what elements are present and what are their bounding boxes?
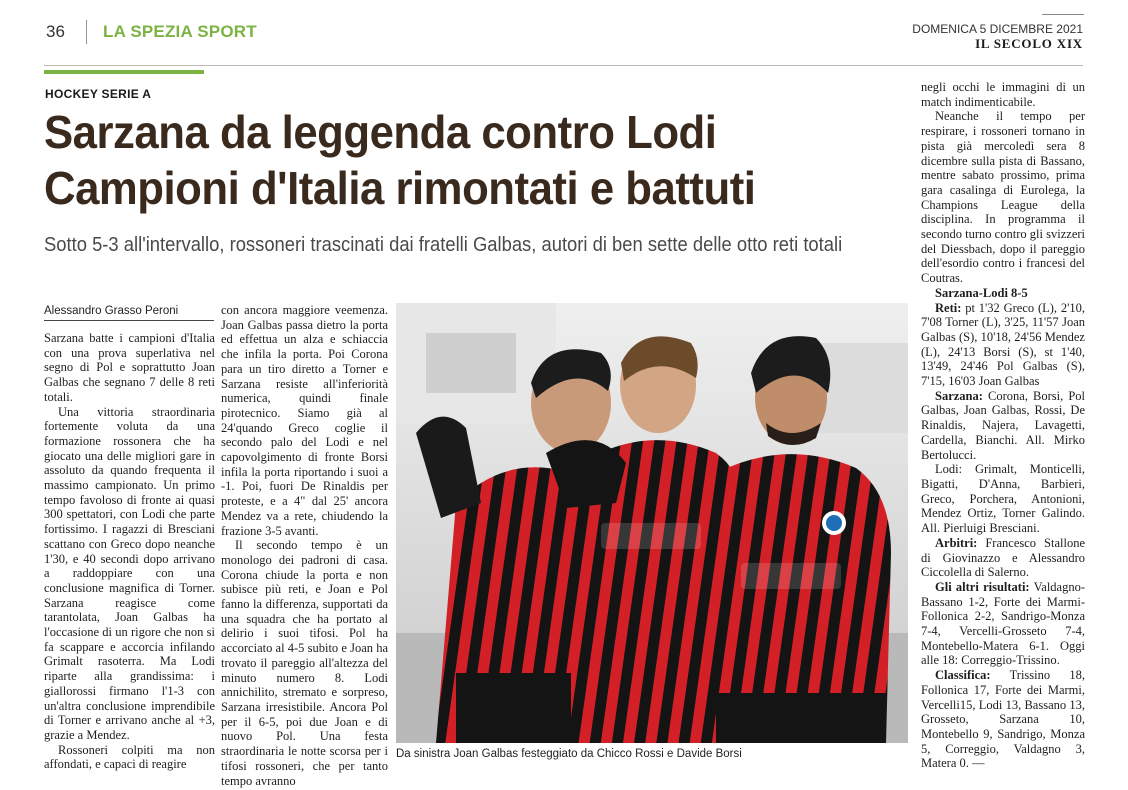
paragraph: negli occhi le immagini di un match indimenticabile. (921, 80, 1085, 109)
paragraph: Il secondo tempo è un monologo dei padroni di casa. Corona chiude la porta e non subisce più reti, e Joan e Pol fanno la differenza, supportati da una squadra che ha portato al delirio i suoi tifosi. Pol ha accorciato al 4-5 subito e Joan ha trovato il pareggio all'altezza del minuto numero 8. Lodi annichilito, stremato e sorpreso, Sarzana irresistibile. Ancora Pol per il 6-5, poi due Joan e di nuovo Pol. Una festa straordinaria le notte scorsa per i tifosi rossoneri, che per tanto tempo avranno (221, 538, 388, 788)
headline (44, 104, 871, 216)
header-rule-line (44, 65, 1083, 66)
article-column-3 (921, 80, 1085, 771)
article-column-2 (221, 303, 388, 788)
headline-line-2: Campioni d'Italia rimontati e battuti (44, 162, 756, 214)
paragraph: con ancora maggiore veemenza. Joan Galbas passa dietro la porta ed effettua un alza e schiaccia che infila la porta. Poi Corona para un tiro diretto a Torner e Sarzana resiste all'inferiorità numerica, quindi finale pirotecnico. Siamo già al 24'quando Greco coglie il secondo palo del Lodi e nel capovolgimento di fronte Borsi infila la porta riportando i suoi a -1. Poi, fuori De Rinaldis per proteste, e a 4" dal 25' ancora Mendez va a rete, chiudendo la frazione 3-5 avanti. (221, 303, 388, 538)
photo-caption: Da sinistra Joan Galbas festeggiato da Chicco Rossi e Davide Borsi (396, 748, 742, 760)
article-photo (396, 303, 908, 743)
lodi-label: Lodi: (935, 462, 963, 477)
issue-date: DOMENICA 5 DICEMBRE 2021 (912, 22, 1083, 36)
byline: Alessandro Grasso Peroni (44, 305, 179, 317)
goals-info: Reti: pt 1'32 Greco (L), 2'10, 7'08 Torner (L), 3'25, 11'57 Joan Galbas (S), 10'18, 24'56 Mendez (L), 24'13 Borsi (S), st 1'40, 13'49, 24'46 Pol Galbas (S), 7'15, 16'03 Joan Galbas (921, 300, 1085, 389)
paragraph: Sarzana batte i campioni d'Italia con una prova superlativa nel segno di Pol e soprattutto Joan Galbas che segnano 7 delle 8 reti totali. (44, 331, 215, 404)
paragraph: Una vittoria straordinaria fortemente voluta da una formazione rossonera che ha giocato una delle migliori gare in assoluto da quando frequenta il massimo campionato. Un primo tempo favoloso di fronte ai quasi 300 spettatori, con Lodi che parte fortissimo. I ragazzi di Bresciani scattano con Greco dopo neanche 1'30, e 40 secondi dopo arrivano a raddoppiare con una conclusione magnifica di Torner. Sarzana reagisce come tarantolata, Joan Galbas ha l'occasione di un rigore che non si fa scappare e accorcia infilando Grimalt rasoterra. Ma Lodi riparte alla grandissima: i giallorossi firmano l'1-3 con un'altra conclusione imprendibile di Torner e arrivano anche al +3, grazie a Mendez. (44, 404, 215, 742)
referees-info: Arbitri: Francesco Stallone di Giovinazzo e Alessandro Ciccolella di Salerno. (921, 535, 1085, 580)
sarzana-lineup: Sarzana: Corona, Borsi, Pol Galbas, Joan Galbas, Rossi, De Rinaldis, Najera, Lavagetti, Cardella, Bianchi. All. Mirko Bertolucci. (921, 388, 1086, 462)
players-celebration-image (396, 303, 908, 743)
standings: Classifica: Trissino 18, Follonica 17, Forte dei Marmi, Vercelli15, Lodi 13, Bassano 13, Grosseto, Sarzana 10, Montebello 9, Sandrigo, Monza 5, Correggio, Valdagno 3, Matera 0. — (921, 668, 1085, 771)
goals-label: Reti: (935, 300, 962, 315)
subheadline: Sotto 5-3 all'intervallo, rossoneri trascinati dai fratelli Galbas, autori di ben sette delle otto reti totali (44, 234, 843, 256)
header-rule (1042, 14, 1084, 15)
page-number: 36 (46, 22, 65, 41)
sarzana-label: Sarzana: (935, 388, 983, 403)
article-column-1 (44, 331, 215, 772)
paragraph: Neanche il tempo per respirare, i rossoneri tornano in pista già mercoledì sera 8 dicembre sulla pista di Bassano, mentre sabato prossimo, prima gara casalinga di Eurolega, la Champions League della disciplina. In programma il secondo turno contro gli svizzeri del Diessbach, dopo il pareggio dell'esordio contro i francesi del Coutras. (921, 109, 1085, 286)
standings-label: Classifica: (935, 668, 991, 683)
section-name: LA SPEZIA SPORT (103, 22, 257, 41)
headline-line-1: Sarzana da leggenda contro Lodi (44, 106, 717, 158)
newspaper-name: IL SECOLO XIX (975, 36, 1083, 51)
match-box-title: Sarzana-Lodi 8-5 (935, 285, 1028, 300)
header-divider (86, 20, 87, 44)
other-results-label: Gli altri risultati: (935, 579, 1030, 594)
paragraph: Rossoneri colpiti ma non affondati, e capaci di reagire (44, 742, 215, 772)
referees-label: Arbitri: (935, 535, 978, 550)
other-results: Gli altri risultati: Valdagno-Bassano 1-2, Forte dei Marmi-Follonica 2-2, Sandrigo-Monza 7-4, Vercelli-Grosseto 7-4, Montebello-Matera 6-1. Oggi alle 18: Correggio-Trissino. (921, 579, 1085, 668)
byline-rule (44, 320, 214, 321)
article-kicker: HOCKEY SERIE A (45, 87, 152, 101)
section-accent-bar (44, 70, 204, 74)
lodi-lineup: Lodi: Grimalt, Monticelli, Bigatti, D'Anna, Barbieri, Greco, Porchera, Antonioni, Mendez Ortiz, Torner Galindo. All. Pierluigi Bresciani. (921, 462, 1085, 536)
